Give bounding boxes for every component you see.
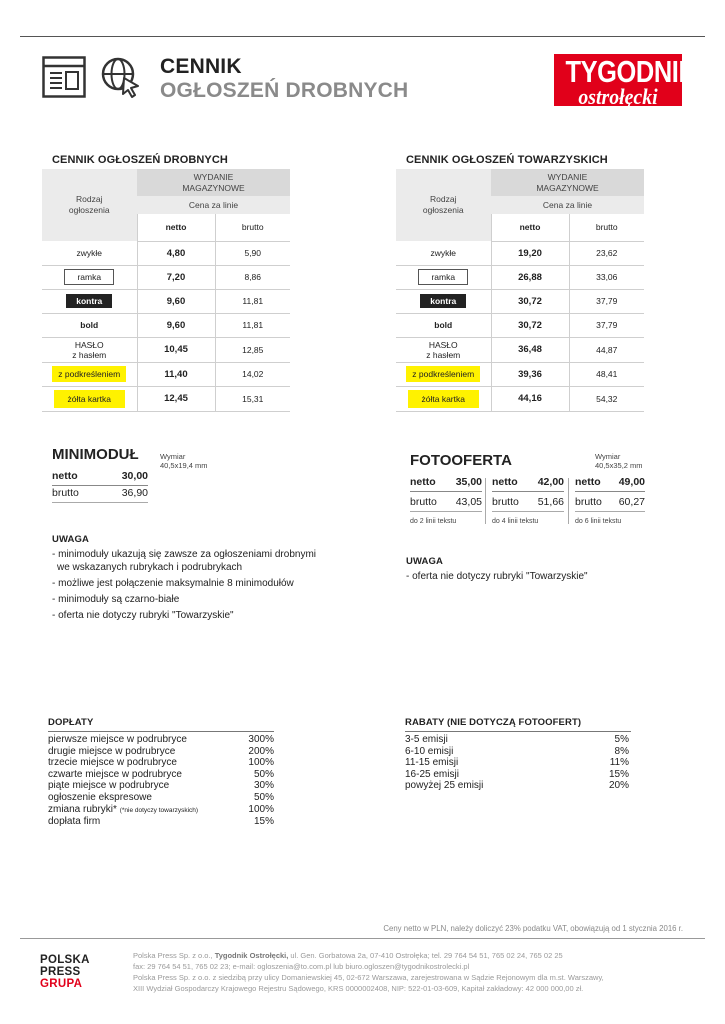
type-cell bbox=[396, 265, 491, 289]
brutto-header: brutto bbox=[569, 214, 644, 241]
polska-press-logo: POLSKA PRESS GRUPA bbox=[40, 954, 90, 990]
list-item: drugie miejsce w podrubryce 200% bbox=[48, 745, 274, 757]
zolta-kartka-sample: żółta kartka bbox=[408, 390, 479, 408]
doplaty-heading: DOPŁATY bbox=[48, 717, 94, 728]
footer-rule bbox=[20, 938, 705, 939]
netto-cell: 26,88 bbox=[491, 265, 569, 289]
netto-cell: 30,72 bbox=[491, 289, 569, 313]
kontra-sample: kontra bbox=[420, 294, 466, 308]
brutto-cell: 12,85 bbox=[215, 337, 290, 362]
list-item: we wskazanych rubrykach i podrubrykach bbox=[57, 562, 243, 573]
type-cell bbox=[42, 265, 137, 289]
list-item: pierwsze miejsce w podrubryce 300% bbox=[48, 734, 274, 745]
list-item: 3-5 emisji 5% bbox=[405, 734, 629, 745]
netto-cell: 12,45 bbox=[137, 386, 215, 411]
netto-cell: 19,20 bbox=[491, 241, 569, 265]
list-item: czwarte miejsce w podrubryce 50% bbox=[48, 768, 274, 780]
brutto-header: brutto bbox=[215, 214, 290, 241]
table-row bbox=[396, 337, 644, 362]
minimodul-uwaga-list bbox=[52, 548, 316, 622]
fotooferta-option-2: netto 42,00 brutto 51,66 do 4 linii tekstu bbox=[492, 476, 564, 525]
wydanie-header: WYDANIE MAGAZYNOWE bbox=[137, 169, 290, 196]
cena-header: Cena za linie bbox=[137, 196, 290, 214]
table-row bbox=[396, 386, 644, 411]
table-row bbox=[396, 265, 644, 289]
netto-cell: 39,36 bbox=[491, 362, 569, 386]
list-item: piąte miejsce w podrubryce 30% bbox=[48, 780, 274, 792]
table-row bbox=[42, 386, 290, 411]
podkreslenie-sample: z podkreśleniem bbox=[406, 366, 480, 382]
cena-header: Cena za linie bbox=[491, 196, 644, 214]
type-cell: bold bbox=[42, 313, 137, 337]
netto-cell: 44,16 bbox=[491, 386, 569, 411]
list-item: dopłata firm 15% bbox=[48, 816, 274, 828]
fotooferta-option-1: netto 35,00 brutto 43,05 do 2 linii tekstu bbox=[410, 476, 482, 525]
netto-header: netto bbox=[137, 214, 215, 241]
netto-cell: 30,72 bbox=[491, 313, 569, 337]
ramka-sample: ramka bbox=[64, 269, 114, 285]
brutto-cell: 14,02 bbox=[215, 362, 290, 386]
drobne-price-table bbox=[42, 169, 290, 412]
minimodul-wymiar: Wymiar 40,5x19,4 mm bbox=[160, 452, 208, 470]
vat-note: Ceny netto w PLN, należy doliczyć 23% podatku VAT, obowiązują od 1 stycznia 2016 r. bbox=[383, 924, 683, 933]
list-item: zmiana rubryki* (*nie dotyczy towarzyskich) 100% bbox=[48, 803, 274, 815]
list-item: - minimoduły ukazują się zawsze za ogłoszeniami drobnymi bbox=[52, 549, 316, 560]
table-row bbox=[42, 265, 290, 289]
towarzyskie-price-table bbox=[396, 169, 644, 412]
type-cell: bold bbox=[396, 313, 491, 337]
page-title: CENNIK bbox=[160, 55, 242, 78]
list-item: - oferta nie dotyczy rubryki "Towarzyskie" bbox=[406, 571, 588, 582]
kontra-sample: kontra bbox=[66, 294, 112, 308]
table-row bbox=[396, 362, 644, 386]
page-subtitle: OGŁOSZEŃ DROBNYCH bbox=[160, 79, 409, 102]
table-row bbox=[42, 313, 290, 337]
rodzaj-header: Rodzaj ogłoszenia bbox=[396, 169, 491, 241]
netto-cell: 11,40 bbox=[137, 362, 215, 386]
fotooferta-divider bbox=[568, 478, 569, 524]
wydanie-header: WYDANIE MAGAZYNOWE bbox=[491, 169, 644, 196]
type-cell: HASŁO z hasłem bbox=[396, 337, 491, 362]
minimodul-title: MINIMODUŁ bbox=[52, 446, 139, 463]
fotooferta-uwaga-heading: UWAGA bbox=[406, 556, 443, 567]
type-cell: zwykłe bbox=[396, 241, 491, 265]
table-row bbox=[396, 241, 644, 265]
netto-cell: 10,45 bbox=[137, 337, 215, 362]
top-rule bbox=[20, 36, 705, 37]
type-cell bbox=[396, 386, 491, 411]
brutto-cell: 44,87 bbox=[569, 337, 644, 362]
netto-cell: 4,80 bbox=[137, 241, 215, 265]
fotooferta-wymiar: Wymiar 40,5x35,2 mm bbox=[595, 452, 643, 470]
brutto-cell: 54,32 bbox=[569, 386, 644, 411]
list-item: - możliwe jest połączenie maksymalnie 8 minimodułów bbox=[52, 578, 294, 589]
zolta-kartka-sample: żółta kartka bbox=[54, 390, 125, 408]
tygodnik-logo bbox=[554, 54, 697, 109]
logo-line2: ostrołęcki bbox=[578, 84, 658, 109]
ramka-sample: ramka bbox=[418, 269, 468, 285]
minimodul-uwaga-heading: UWAGA bbox=[52, 534, 89, 545]
doplaty-heading-rule bbox=[48, 731, 274, 732]
type-cell bbox=[42, 289, 137, 313]
type-cell bbox=[42, 386, 137, 411]
brutto-cell: 11,81 bbox=[215, 289, 290, 313]
brutto-cell: 8,86 bbox=[215, 265, 290, 289]
table-row bbox=[42, 337, 290, 362]
fotooferta-option-3: netto 49,00 brutto 60,27 do 6 linii tekstu bbox=[575, 476, 645, 525]
footer-address: Polska Press Sp. z o.o., Tygodnik Ostrołęcki, ul. Gen. Gorbatowa 2a, 07-410 Ostrołęka; tel. 29 764 54 51, 765 02 24, 765 02 25 fax: 29 764 54 51, 765 02 23; e-mail: ogloszenia@to.com.pl lub biuro.ogloszen@tygodnikostrolecki.pl Polska Press Sp. z o.o. z siedzibą przy ulicy Domaniewskiej 45, 02-672 Warszawa, zarejestrowana w Sądzie Rejonowym dla m.st. Warszawy, XIII Wydział Gospodarczy Krajowego Rejestru Sądowego, KRS 0000002408, NIP: 522-01-03-609, Kapitał zakładowy: 42 000 000,00 zł. bbox=[133, 951, 604, 993]
brutto-cell: 37,79 bbox=[569, 313, 644, 337]
minimodul-netto-row: netto 30,00 bbox=[52, 470, 148, 486]
fotooferta-divider bbox=[485, 478, 486, 524]
table-row bbox=[42, 241, 290, 265]
rodzaj-header: Rodzaj ogłoszenia bbox=[42, 169, 137, 241]
rabaty-heading: RABATY (NIE DOTYCZĄ FOTOOFERT) bbox=[405, 717, 582, 728]
brutto-cell: 15,31 bbox=[215, 386, 290, 411]
type-cell: HASŁO z hasłem bbox=[42, 337, 137, 362]
rabaty-list bbox=[405, 734, 629, 792]
towarzyskie-heading: CENNIK OGŁOSZEŃ TOWARZYSKICH bbox=[406, 154, 608, 166]
logo-line1: TYGODNIK bbox=[565, 54, 697, 89]
brutto-cell: 5,90 bbox=[215, 241, 290, 265]
rabaty-heading-rule bbox=[405, 731, 631, 732]
list-item: 16-25 emisji 15% bbox=[405, 768, 629, 780]
fotooferta-title: FOTOOFERTA bbox=[410, 452, 512, 469]
table-row bbox=[396, 313, 644, 337]
netto-cell: 7,20 bbox=[137, 265, 215, 289]
netto-cell: 36,48 bbox=[491, 337, 569, 362]
list-item: powyżej 25 emisji 20% bbox=[405, 780, 629, 792]
podkreslenie-sample: z podkreśleniem bbox=[52, 366, 126, 382]
drobne-heading: CENNIK OGŁOSZEŃ DROBNYCH bbox=[52, 154, 228, 166]
list-item: - minimoduły są czarno-białe bbox=[52, 594, 180, 605]
table-row bbox=[42, 289, 290, 313]
list-item: ogłoszenie ekspresowe 50% bbox=[48, 791, 274, 803]
doplaty-list bbox=[48, 734, 274, 828]
type-cell bbox=[396, 362, 491, 386]
list-item: - oferta nie dotyczy rubryki "Towarzyskie" bbox=[52, 610, 234, 621]
type-cell bbox=[396, 289, 491, 313]
netto-cell: 9,60 bbox=[137, 313, 215, 337]
newspaper-icon bbox=[42, 56, 86, 103]
type-cell: zwykłe bbox=[42, 241, 137, 265]
list-item: 6-10 emisji 8% bbox=[405, 745, 629, 757]
brutto-cell: 37,79 bbox=[569, 289, 644, 313]
netto-header: netto bbox=[491, 214, 569, 241]
fotooferta-uwaga-list bbox=[406, 570, 588, 583]
list-item: trzecie miejsce w podrubryce 100% bbox=[48, 757, 274, 769]
brutto-cell: 11,81 bbox=[215, 313, 290, 337]
minimodul-brutto-row: brutto 36,90 bbox=[52, 487, 148, 503]
brutto-cell: 48,41 bbox=[569, 362, 644, 386]
netto-cell: 9,60 bbox=[137, 289, 215, 313]
brutto-cell: 23,62 bbox=[569, 241, 644, 265]
list-item: 11-15 emisji 11% bbox=[405, 757, 629, 769]
globe-cursor-icon bbox=[100, 56, 144, 103]
type-cell bbox=[42, 362, 137, 386]
brutto-cell: 33,06 bbox=[569, 265, 644, 289]
table-row bbox=[42, 362, 290, 386]
table-row bbox=[396, 289, 644, 313]
